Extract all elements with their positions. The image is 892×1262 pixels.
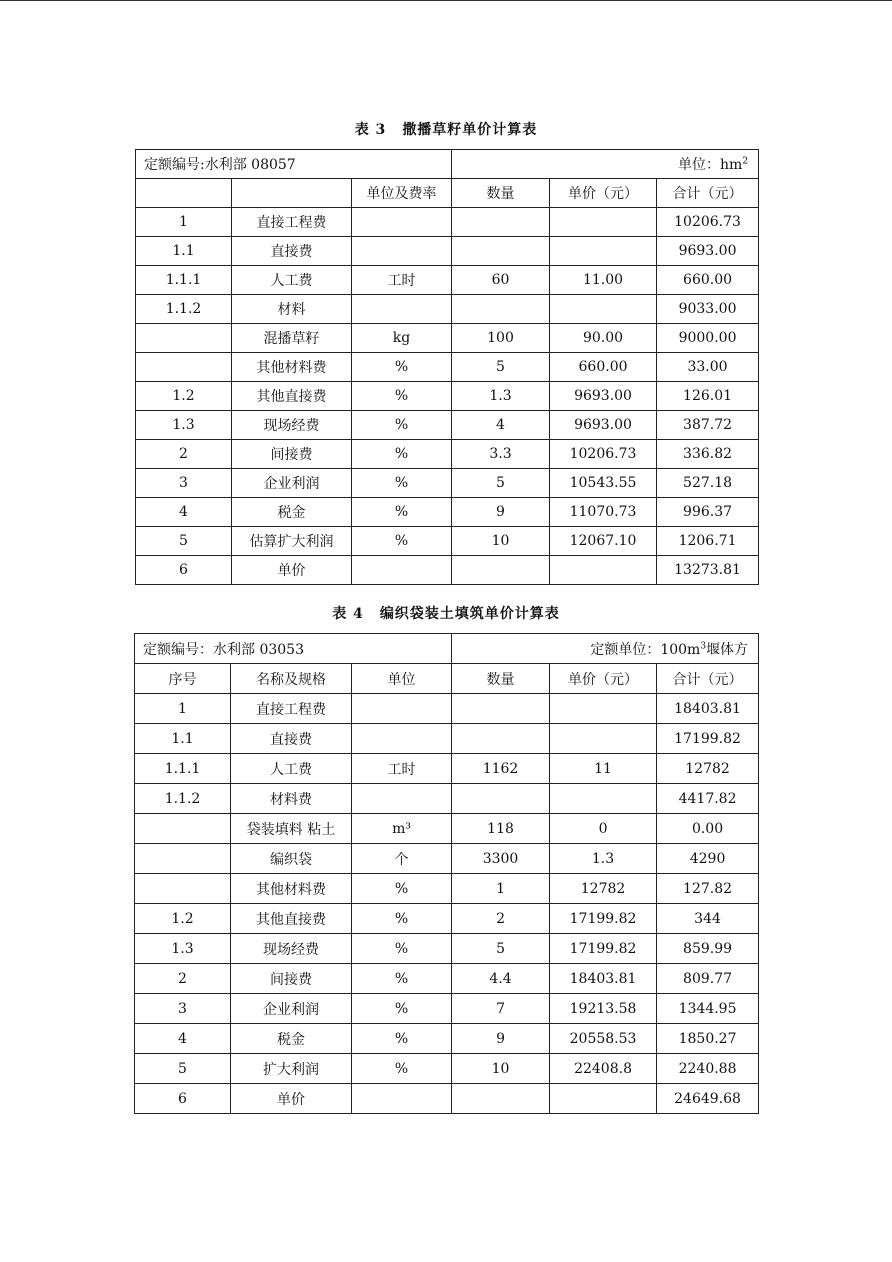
table3 bbox=[135, 149, 759, 585]
table3-cell: 527.18 bbox=[657, 469, 759, 498]
table4-row bbox=[135, 844, 759, 874]
table3-cell bbox=[550, 208, 657, 237]
table3-cell: 10 bbox=[452, 527, 550, 556]
table4-row bbox=[135, 904, 759, 934]
table3-cell: 3.3 bbox=[452, 440, 550, 469]
table3-row bbox=[136, 324, 759, 353]
table3-cell: 9693.00 bbox=[657, 237, 759, 266]
table3-cell: 4 bbox=[136, 498, 232, 527]
table3-cell: 660.00 bbox=[550, 353, 657, 382]
table4-col-header: 单位 bbox=[352, 664, 452, 694]
table3-cell: 90.00 bbox=[550, 324, 657, 353]
table3-cell bbox=[550, 556, 657, 585]
table3-cell: % bbox=[352, 440, 452, 469]
table3-cell: 11.00 bbox=[550, 266, 657, 295]
table3-row bbox=[136, 527, 759, 556]
table4-caption-label: 表 4 bbox=[332, 606, 364, 622]
table3-cell: 6 bbox=[136, 556, 232, 585]
table4-cell bbox=[550, 1084, 657, 1114]
table4-cell bbox=[135, 844, 231, 874]
table4-cell: 0.00 bbox=[657, 814, 759, 844]
table3-cell: 单价 bbox=[232, 556, 352, 585]
table3-cell bbox=[136, 353, 232, 382]
table3-cell: 9693.00 bbox=[550, 411, 657, 440]
table3-cell: 其他直接费 bbox=[232, 382, 352, 411]
table4-cell: 5 bbox=[135, 1054, 231, 1084]
table3-cell: 126.01 bbox=[657, 382, 759, 411]
table4-cell: 袋装填料 粘土 bbox=[231, 814, 352, 844]
table4-cell: % bbox=[352, 934, 452, 964]
table4-cell bbox=[452, 724, 550, 754]
table4-cell: 118 bbox=[452, 814, 550, 844]
table3-cell: 996.37 bbox=[657, 498, 759, 527]
table4-cell: 1 bbox=[135, 694, 231, 724]
table3-cell: 60 bbox=[452, 266, 550, 295]
table4-cell: 1.1.2 bbox=[135, 784, 231, 814]
table3-cell: 660.00 bbox=[657, 266, 759, 295]
table3-cell: 1 bbox=[136, 208, 232, 237]
table4-cell bbox=[352, 1084, 452, 1114]
table4-cell: 企业利润 bbox=[231, 994, 352, 1024]
table3-row bbox=[136, 440, 759, 469]
table4-cell bbox=[452, 1084, 550, 1114]
table4-col-header: 合计（元） bbox=[657, 664, 759, 694]
table3-cell: 12067.10 bbox=[550, 527, 657, 556]
table3-col-header: 单价（元） bbox=[550, 179, 657, 208]
table4-cell: 17199.82 bbox=[550, 934, 657, 964]
table3-cell: 9 bbox=[452, 498, 550, 527]
table3-cell bbox=[452, 208, 550, 237]
table4-cell bbox=[452, 694, 550, 724]
table4-cell: 17199.82 bbox=[550, 904, 657, 934]
table3-cell: 3 bbox=[136, 469, 232, 498]
table4-cell bbox=[352, 724, 452, 754]
table3-cell: 13273.81 bbox=[657, 556, 759, 585]
table4-cell: 工时 bbox=[352, 754, 452, 784]
table3-cell: 1.3 bbox=[136, 411, 232, 440]
table3-cell: 1.1 bbox=[136, 237, 232, 266]
table4-cell: 11 bbox=[550, 754, 657, 784]
table4-cell bbox=[550, 694, 657, 724]
table4-cell: 18403.81 bbox=[657, 694, 759, 724]
table3-col-header bbox=[232, 179, 352, 208]
table4-cell: 个 bbox=[352, 844, 452, 874]
table3-cell: % bbox=[352, 469, 452, 498]
table4-info-row bbox=[135, 634, 759, 664]
table4-caption bbox=[0, 603, 892, 623]
table3-cell bbox=[452, 556, 550, 585]
table4-cell: 12782 bbox=[550, 874, 657, 904]
table3-cell: 材料 bbox=[232, 295, 352, 324]
table4-row bbox=[135, 1084, 759, 1114]
table4-cell: 直接工程费 bbox=[231, 694, 352, 724]
table3-cell: % bbox=[352, 527, 452, 556]
table3-row bbox=[136, 353, 759, 382]
table4-cell: 17199.82 bbox=[657, 724, 759, 754]
table3-cell: 1.2 bbox=[136, 382, 232, 411]
table4-col-header: 数量 bbox=[452, 664, 550, 694]
table3-unit-sup: 2 bbox=[742, 156, 749, 167]
table4-header-row bbox=[135, 664, 759, 694]
table4-cell: % bbox=[352, 994, 452, 1024]
table3-col-header: 单位及费率 bbox=[352, 179, 452, 208]
table4-cell: 1344.95 bbox=[657, 994, 759, 1024]
table3-row bbox=[136, 295, 759, 324]
table4-cell bbox=[135, 874, 231, 904]
table4-cell: 直接费 bbox=[231, 724, 352, 754]
table4-cell: 材料费 bbox=[231, 784, 352, 814]
table3-cell: 11070.73 bbox=[550, 498, 657, 527]
table3-header-row bbox=[136, 179, 759, 208]
table4-cell: 4290 bbox=[657, 844, 759, 874]
table4-row bbox=[135, 724, 759, 754]
table4-row bbox=[135, 934, 759, 964]
table3-caption-label: 表 3 bbox=[354, 122, 387, 138]
table3-cell: % bbox=[352, 498, 452, 527]
table4-cell: 现场经费 bbox=[231, 934, 352, 964]
table4-col-header: 名称及规格 bbox=[231, 664, 352, 694]
table3-cell: 税金 bbox=[232, 498, 352, 527]
table4-cell: 税金 bbox=[231, 1024, 352, 1054]
table3-cell: % bbox=[352, 382, 452, 411]
table4-cell: 809.77 bbox=[657, 964, 759, 994]
table4-cell: 4.4 bbox=[452, 964, 550, 994]
table4-cell bbox=[550, 784, 657, 814]
table4-cell: m³ bbox=[352, 814, 452, 844]
table4-cell: 2 bbox=[452, 904, 550, 934]
table4-cell: 1.1 bbox=[135, 724, 231, 754]
table3-cell: 人工费 bbox=[232, 266, 352, 295]
table4-unit-suffix: 堰体方 bbox=[706, 641, 749, 658]
table4-cell: 编织袋 bbox=[231, 844, 352, 874]
table4-cell: 1.2 bbox=[135, 904, 231, 934]
table4-row bbox=[135, 994, 759, 1024]
table4-cell: 24649.68 bbox=[657, 1084, 759, 1114]
table3-cell bbox=[452, 237, 550, 266]
table3-body bbox=[136, 208, 759, 585]
table3-cell: 1.1.2 bbox=[136, 295, 232, 324]
table3-cell bbox=[550, 295, 657, 324]
table3-cell: 10206.73 bbox=[657, 208, 759, 237]
table4-cell: 12782 bbox=[657, 754, 759, 784]
table4-cell: 10 bbox=[452, 1054, 550, 1084]
table4-cell: % bbox=[352, 1054, 452, 1084]
table4-cell: 7 bbox=[452, 994, 550, 1024]
table3-unit bbox=[452, 150, 759, 179]
table3-cell: 1206.71 bbox=[657, 527, 759, 556]
table4-cell: 2 bbox=[135, 964, 231, 994]
table3-col-header: 数量 bbox=[452, 179, 550, 208]
table3-row bbox=[136, 469, 759, 498]
table4-cell: 1850.27 bbox=[657, 1024, 759, 1054]
table3-cell: 现场经费 bbox=[232, 411, 352, 440]
table4-quota-code: 定额编号：水利部 03053 bbox=[135, 634, 452, 664]
table4-cell bbox=[135, 814, 231, 844]
table3-cell: 间接费 bbox=[232, 440, 352, 469]
table4-cell: % bbox=[352, 904, 452, 934]
table3-cell: kg bbox=[352, 324, 452, 353]
table4-cell: 1162 bbox=[452, 754, 550, 784]
table4-cell: 1 bbox=[452, 874, 550, 904]
table4-cell: 18403.81 bbox=[550, 964, 657, 994]
table3-cell: 9000.00 bbox=[657, 324, 759, 353]
table3-cell bbox=[352, 237, 452, 266]
table3-cell: 估算扩大利润 bbox=[232, 527, 352, 556]
table3-cell: 1.3 bbox=[452, 382, 550, 411]
table4-body bbox=[135, 694, 759, 1114]
table4-cell: 3300 bbox=[452, 844, 550, 874]
table4-cell: 20558.53 bbox=[550, 1024, 657, 1054]
table4-cell: 127.82 bbox=[657, 874, 759, 904]
table3-row bbox=[136, 382, 759, 411]
table4-cell: % bbox=[352, 874, 452, 904]
table3-row bbox=[136, 237, 759, 266]
table4-cell: 22408.8 bbox=[550, 1054, 657, 1084]
table4-cell: 1.3 bbox=[550, 844, 657, 874]
table4-cell: 344 bbox=[657, 904, 759, 934]
table4-cell bbox=[550, 724, 657, 754]
table3-cell: 5 bbox=[452, 353, 550, 382]
table4-cell bbox=[452, 784, 550, 814]
table3-row bbox=[136, 411, 759, 440]
table3-row bbox=[136, 498, 759, 527]
table3-cell: 其他材料费 bbox=[232, 353, 352, 382]
table3-cell: 工时 bbox=[352, 266, 452, 295]
table3-cell bbox=[452, 295, 550, 324]
table3-row bbox=[136, 266, 759, 295]
table3-cell bbox=[136, 324, 232, 353]
table3-cell bbox=[352, 208, 452, 237]
table4-row bbox=[135, 874, 759, 904]
table4-col-header: 单价（元） bbox=[550, 664, 657, 694]
table4-cell: 9 bbox=[452, 1024, 550, 1054]
table4-unit-sup: 3 bbox=[700, 640, 707, 651]
table4-cell bbox=[352, 784, 452, 814]
table4-cell: 4 bbox=[135, 1024, 231, 1054]
table3-cell: 33.00 bbox=[657, 353, 759, 382]
table4-cell: 单价 bbox=[231, 1084, 352, 1114]
table4-cell: 其他材料费 bbox=[231, 874, 352, 904]
table3-cell: 100 bbox=[452, 324, 550, 353]
table4-cell: 1.1.1 bbox=[135, 754, 231, 784]
table3-cell bbox=[352, 295, 452, 324]
table3-unit-text: 单位：hm bbox=[678, 157, 743, 173]
table3-row bbox=[136, 208, 759, 237]
table3-cell: 5 bbox=[452, 469, 550, 498]
table4-cell: 859.99 bbox=[657, 934, 759, 964]
table3-caption-title: 撒播草籽单价计算表 bbox=[402, 122, 538, 138]
table3-cell: 336.82 bbox=[657, 440, 759, 469]
table3-cell: 2 bbox=[136, 440, 232, 469]
table4-unit bbox=[452, 634, 759, 664]
table4-col-header: 序号 bbox=[135, 664, 231, 694]
table4-cell: 人工费 bbox=[231, 754, 352, 784]
table3-cell: 4 bbox=[452, 411, 550, 440]
table3-cell bbox=[352, 556, 452, 585]
table4-cell: 间接费 bbox=[231, 964, 352, 994]
table3-cell: 9693.00 bbox=[550, 382, 657, 411]
table3-cell: 10206.73 bbox=[550, 440, 657, 469]
table4-cell: % bbox=[352, 964, 452, 994]
table3-info-row bbox=[136, 150, 759, 179]
table4-cell: 0 bbox=[550, 814, 657, 844]
table4-cell: 扩大利润 bbox=[231, 1054, 352, 1084]
table4 bbox=[134, 633, 759, 1114]
table4-row bbox=[135, 784, 759, 814]
table3-col-header bbox=[136, 179, 232, 208]
table3-cell: % bbox=[352, 353, 452, 382]
table3-cell: 5 bbox=[136, 527, 232, 556]
table4-row bbox=[135, 754, 759, 784]
table4-cell bbox=[352, 694, 452, 724]
table3-cell: 企业利润 bbox=[232, 469, 352, 498]
table4-cell: % bbox=[352, 1024, 452, 1054]
table3-cell: % bbox=[352, 411, 452, 440]
table4-cell: 3 bbox=[135, 994, 231, 1024]
table3-cell bbox=[550, 237, 657, 266]
table4-cell: 1.3 bbox=[135, 934, 231, 964]
table4-caption-title: 编织袋装土填筑单价计算表 bbox=[379, 606, 560, 622]
table4-row bbox=[135, 1024, 759, 1054]
table4-cell: 5 bbox=[452, 934, 550, 964]
table3-cell: 10543.55 bbox=[550, 469, 657, 498]
table3-col-header: 合计（元） bbox=[657, 179, 759, 208]
table4-row bbox=[135, 1054, 759, 1084]
table3-cell: 387.72 bbox=[657, 411, 759, 440]
table4-cell: 19213.58 bbox=[550, 994, 657, 1024]
table3-caption bbox=[0, 119, 892, 139]
table3-cell: 9033.00 bbox=[657, 295, 759, 324]
page-top-border bbox=[0, 0, 892, 1]
table3-cell: 1.1.1 bbox=[136, 266, 232, 295]
table3-cell: 直接费 bbox=[232, 237, 352, 266]
table4-row bbox=[135, 694, 759, 724]
table4-unit-prefix: 定额单位：100m bbox=[590, 641, 701, 658]
table4-cell: 6 bbox=[135, 1084, 231, 1114]
table3-row bbox=[136, 556, 759, 585]
table3-quota-code: 定额编号:水利部 08057 bbox=[136, 150, 452, 179]
table3-cell: 混播草籽 bbox=[232, 324, 352, 353]
table4-row bbox=[135, 964, 759, 994]
table4-cell: 2240.88 bbox=[657, 1054, 759, 1084]
table3-cell: 直接工程费 bbox=[232, 208, 352, 237]
table4-cell: 4417.82 bbox=[657, 784, 759, 814]
table4-row bbox=[135, 814, 759, 844]
table4-cell: 其他直接费 bbox=[231, 904, 352, 934]
